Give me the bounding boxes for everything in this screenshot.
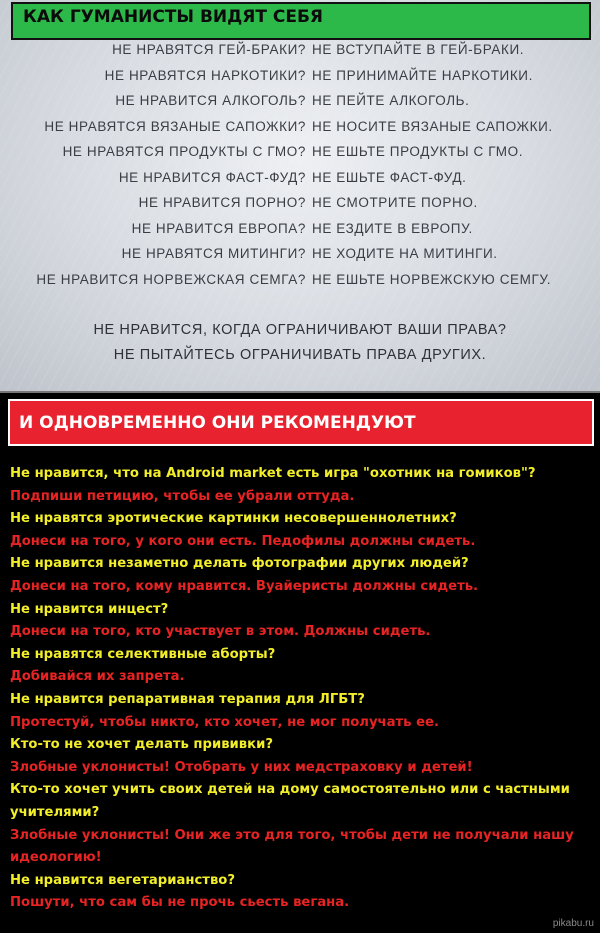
answer-line: Донеси на того, у кого они есть. Педофилы должны сидеть. [10,533,476,549]
pair-row [0,68,600,94]
answer-line: Донеси на того, кто участвует в этом. Должны сидеть. [10,624,431,640]
pair-row [0,221,600,247]
answer-line: Протестуй, чтобы никто, кто хочет, не мог получать ее. [10,714,439,730]
pair-answer: НЕ ХОДИТЕ НА МИТИНГИ. [312,246,498,261]
closing-statement [0,318,600,368]
recommendations-list [10,463,590,915]
pair-question: НЕ НРАВИТСЯ НОРВЕЖСКАЯ СЕМГА? [36,271,306,287]
answer-line: Злобные уклонисты! Они же это для того, чтобы дети не получали нашу идеологию! [10,827,574,866]
pair-question: НЕ НРАВИТСЯ ПОРНО? [138,195,306,210]
answer-line: Пошути, что сам бы не прочь сьесть вегана. [10,895,350,911]
pair-question: НЕ НРАВЯТСЯ МИТИНГИ? [121,246,306,261]
question-line: Не нравятся эротические картинки несовершеннолетних? [10,511,457,527]
pairs-list [0,42,600,297]
pair-answer: НЕ ЕШЬТЕ ФАСТ-ФУД. [312,169,467,185]
pair-question: НЕ НРАВЯТСЯ ПРОДУКТЫ С ГМО? [62,144,306,159]
pair-question: НЕ НРАВЯТСЯ НАРКОТИКИ? [104,67,306,83]
pair-answer: НЕ ЕШЬТЕ ПРОДУКТЫ С ГМО. [312,144,524,159]
pair-row [0,93,600,119]
pair-row [0,170,600,196]
answer-line: Добивайся их запрета. [10,669,185,685]
question-line: Не нравится репаративная терапия для ЛГБТ? [10,691,365,707]
pair-question: НЕ НРАВИТСЯ АЛКОГОЛЬ? [115,93,306,108]
question-line: Не нравится инцест? [10,601,169,617]
closing-line-1: НЕ НРАВИТСЯ, КОГДА ОГРАНИЧИВАЮТ ВАШИ ПРАВА? [93,322,507,338]
pair-row [0,246,600,272]
pair-row [0,119,600,145]
pair-row [0,144,600,170]
header-banner [11,2,591,40]
question-line: Не нравится незаметно делать фотографии других людей? [10,556,469,572]
question-line: Не нравится, что на Android market есть игра "охотник на гомиков"? [10,466,536,481]
pair-question: НЕ НРАВЯТСЯ ГЕЙ-БРАКИ? [112,42,306,57]
pair-question: НЕ НРАВЯТСЯ ВЯЗАНЫЕ САПОЖКИ? [44,118,306,134]
pair-question: НЕ НРАВИТСЯ ЕВРОПА? [131,220,306,236]
question-line: Кто-то хочет учить своих детей на дому самостоятельно или с частными учителями? [10,782,570,820]
question-line: Не нравятся селективные аборты? [10,646,276,662]
pair-question: НЕ НРАВИТСЯ ФАСТ-ФУД? [118,169,306,185]
pair-answer: НЕ ПЕЙТЕ АЛКОГОЛЬ. [312,93,470,108]
pair-answer: НЕ ЕШЬТЕ НОРВЕЖСКУЮ СЕМГУ. [312,271,552,287]
pair-answer: НЕ ЕЗДИТЕ В ЕВРОПУ. [312,220,473,236]
humanists-poster [0,0,600,393]
second-banner [8,399,594,446]
pair-answer: НЕ СМОТРИТЕ ПОРНО. [312,195,478,210]
question-line: Кто-то не хочет делать прививки? [10,737,273,753]
site-watermark: pikabu.ru [552,918,594,929]
answer-line: Донеси на того, кому нравится. Вуайеристы должны сидеть. [10,578,479,594]
answer-line: Подпиши петицию, чтобы ее убрали оттуда. [10,488,355,504]
pair-row [0,272,600,298]
header-title: КАК ГУМАНИСТЫ ВИДЯТ СЕБЯ [23,7,324,27]
question-line: Не нравится вегетарианство? [10,872,235,888]
second-banner-title: И ОДНОВРЕМЕННО ОНИ РЕКОМЕНДУЮТ [19,413,416,433]
pair-row [0,195,600,221]
pair-row [0,42,600,68]
pair-answer: НЕ НОСИТЕ ВЯЗАНЫЕ САПОЖКИ. [312,118,553,134]
answer-line: Злобные уклонисты! Отобрать у них медстраховку и детей! [10,759,473,775]
pair-answer: НЕ ПРИНИМАЙТЕ НАРКОТИКИ. [312,67,533,83]
closing-line-2: НЕ ПЫТАЙТЕСЬ ОГРАНИЧИВАТЬ ПРАВА ДРУГИХ. [113,347,487,363]
pair-answer: НЕ ВСТУПАЙТЕ В ГЕЙ-БРАКИ. [312,42,525,57]
